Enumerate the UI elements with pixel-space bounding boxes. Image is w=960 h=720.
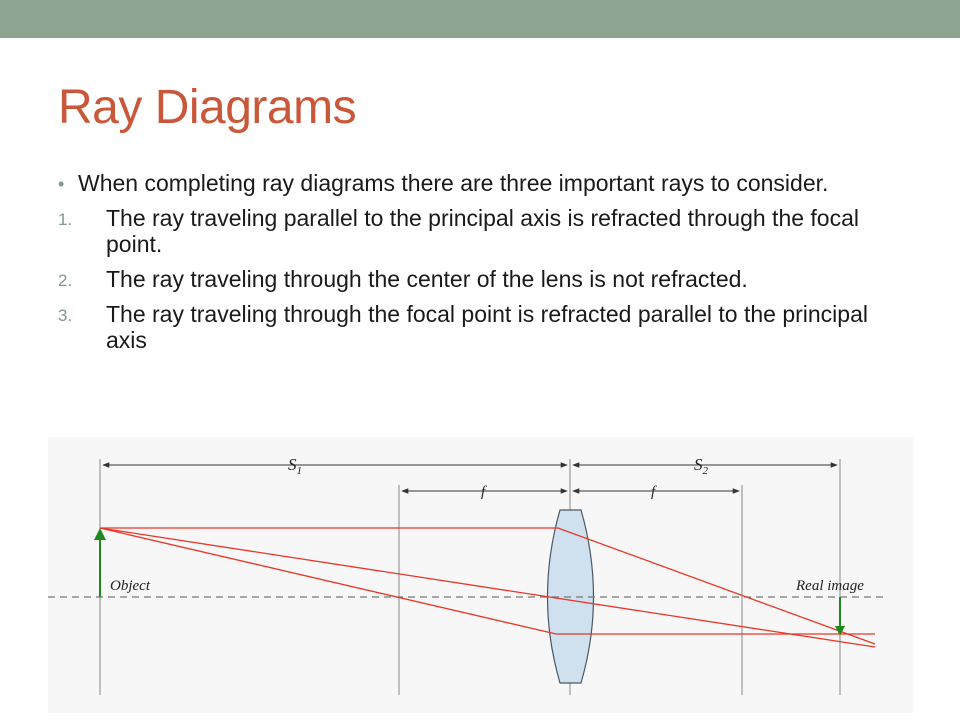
bullet-marker: • [58, 174, 65, 194]
slide-title: Ray Diagrams [58, 81, 357, 134]
ray-rule-number: 1. [58, 210, 73, 229]
ray-rule-text: The ray traveling through the center of the lens is not refracted. [106, 266, 748, 292]
focal-ray [100, 528, 875, 634]
real-image-label: Real image [796, 578, 864, 594]
ray-diagram-svg [48, 437, 913, 713]
object-arrow [94, 528, 106, 597]
ray-rule-text: The ray traveling through the focal point is refracted parallel to the principal axis [106, 301, 868, 353]
s1-label: $S_1$ [288, 455, 302, 477]
ray-rule-number: 2. [58, 271, 73, 290]
ray-rule-1 [58, 205, 898, 257]
ray-rule-number: 3. [58, 306, 73, 325]
ray-rule-3 [58, 301, 898, 353]
light-rays [100, 528, 875, 647]
intro-text: When completing ray diagrams there are three important rays to consider. [78, 170, 829, 196]
object-label: Object [110, 578, 150, 594]
ray-rule-text: The ray traveling parallel to the principal axis is refracted through the focal point. [106, 205, 860, 257]
top-color-band [0, 0, 960, 38]
dimension-arrows [103, 465, 837, 491]
s2-label: $S_2$ [694, 455, 708, 477]
f-right-label: f [651, 484, 656, 500]
center-ray [100, 528, 875, 647]
ray-rule-2 [58, 266, 898, 292]
f-left-label: f [481, 484, 486, 500]
intro-bullet [58, 170, 898, 196]
guide-lines [100, 459, 840, 695]
bullet-list [58, 170, 898, 362]
lens-ray-diagram [48, 437, 913, 713]
